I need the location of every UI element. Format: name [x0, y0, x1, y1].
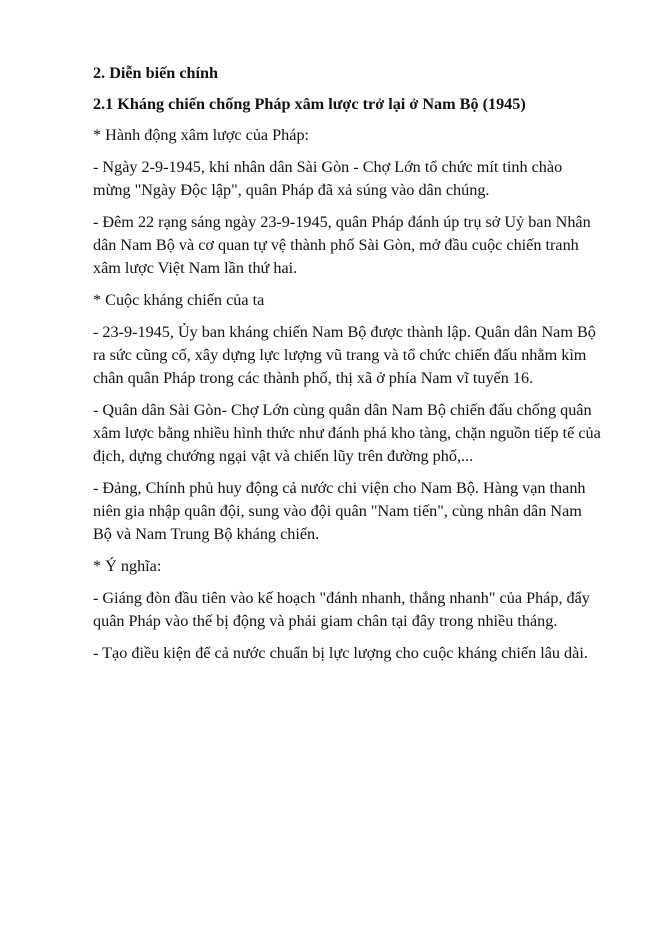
paragraph-resistance-committee: - 23-9-1945, Ủy ban kháng chiến Nam Bộ được thành lập. Quân dân Nam Bộ ra sức cũng cố, xây dựng lực lượng vũ trang và tổ chức chiến đấu nhằm kìm chân quân Pháp trong các thành phố, thị xã ở phía Nam vĩ tuyến 16. [93, 323, 596, 387]
paragraph-first-blow: - Giáng đòn đầu tiên vào kế hoạch "đánh nhanh, thắng nhanh" của Pháp, đẩy quân Pháp vào thế bị động và phải giam chân tại đây trong nhiều tháng. [93, 589, 590, 630]
label-significance: * Ý nghĩa: [93, 557, 162, 575]
paragraph-sept-23-attack: - Đêm 22 rạng sáng ngày 23-9-1945, quân Pháp đánh úp trụ sở Uỷ ban Nhân dân Nam Bộ và cơ quan tự vệ thành phố Sài Gòn, mở đầu cuộc chiến tranh xâm lược Việt Nam lần thứ hai. [93, 213, 591, 277]
paragraph-national-support: - Đảng, Chính phủ huy động cả nước chi viện cho Nam Bộ. Hàng vạn thanh niên gia nhập quân đội, sung vào đội quân "Nam tiến", cùng nhân dân Nam Bộ và Nam Trung Bộ kháng chiến. [93, 479, 586, 543]
label-french-aggression: * Hành động xâm lược của Pháp: [93, 126, 310, 144]
paragraph-saigon-fighting: - Quân dân Sài Gòn- Chợ Lớn cùng quân dân Nam Bộ chiến đấu chống quân xâm lược bằng nhiều hình thức như đánh phá kho tàng, chặn nguồn tiếp tế của địch, dựng chướng ngại vật và chiến lũy trên đường phố,... [93, 401, 601, 465]
label-our-resistance: * Cuộc kháng chiến của ta [93, 291, 265, 309]
section-title: 2. Diễn biến chính [93, 64, 219, 82]
paragraph-long-resistance: - Tạo điều kiện để cả nước chuẩn bị lực lượng cho cuộc kháng chiến lâu dài. [93, 644, 588, 662]
subsection-title: 2.1 Kháng chiến chống Pháp xâm lược trở lại ở Nam Bộ (1945) [93, 95, 526, 113]
paragraph-sept-2-1945: - Ngày 2-9-1945, khi nhân dân Sài Gòn - Chợ Lớn tổ chức mít tinh chào mừng "Ngày Độc lập", quân Pháp đã xả súng vào dân chúng. [93, 158, 563, 199]
document-page [93, 62, 603, 674]
